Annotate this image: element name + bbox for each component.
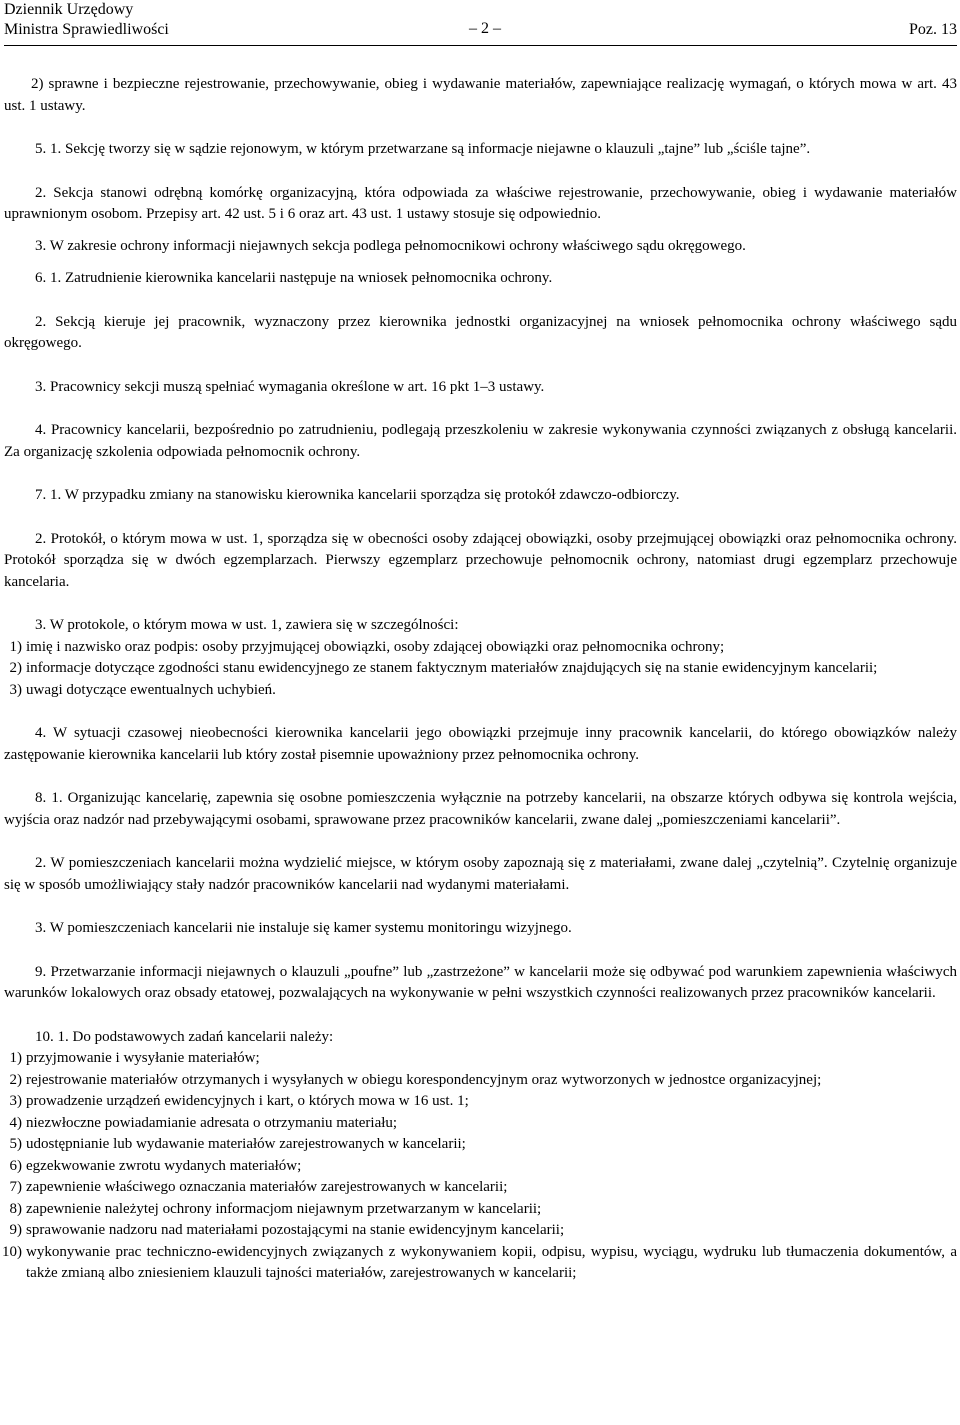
list-item bbox=[0, 1177, 957, 1199]
list-item-text: informacje dotyczące zgodności stanu ewidencyjnego ze stanem faktycznym materiałów znajdujących się na stanie ewidencyjnym kancelarii; bbox=[26, 660, 878, 676]
list-item-number: 9) bbox=[9, 1222, 22, 1238]
section-8-3: 3. W pomieszczeniach kancelarii nie instaluje się kamer systemu monitoringu wizyjnego. bbox=[35, 920, 572, 936]
section-6-1: 6. 1. Zatrudnienie kierownika kancelarii następuje na wniosek pełnomocnika ochrony. bbox=[35, 270, 553, 286]
list-item-number: 7) bbox=[9, 1179, 22, 1195]
journal-title bbox=[4, 0, 169, 40]
list-item-number: 6) bbox=[9, 1157, 22, 1174]
section-8-2: 2. W pomieszczeniach kancelarii można wydzielić miejsce, w którym osoby zapoznają się z materiałami, zwane dalej „czytelnią”. Czytelnię organizuje się w sposób umożliwiający stały nadzór pracowników kancelarii nad wydanymi materiałami. bbox=[4, 855, 957, 893]
list-item bbox=[0, 658, 957, 680]
list-item bbox=[0, 680, 957, 702]
section-10-1-list bbox=[4, 1048, 957, 1285]
list-item-text: sprawowanie nadzoru nad materiałami pozostającymi na stanie ewidencyjnym kancelarii; bbox=[26, 1222, 565, 1238]
list-item bbox=[0, 1242, 957, 1285]
list-item bbox=[0, 1220, 957, 1242]
section-5-1: 5. 1. Sekcję tworzy się w sądzie rejonowym, w którym przetwarzane są informacje niejawne o klauzuli „tajne” lub „ściśle tajne”. bbox=[35, 141, 811, 157]
list-item bbox=[0, 1113, 957, 1135]
list-item-number: 3) bbox=[9, 681, 22, 698]
list-item bbox=[0, 1091, 957, 1113]
list-item-number: 1) bbox=[9, 1050, 22, 1066]
section-9: 9. Przetwarzanie informacji niejawnych o klauzuli „poufne” lub „zastrzeżone” w kancelarii może się odbywać pod warunkiem zapewnienia właściwych warunków lokalowych oraz obsady etatowej, pozwalających na wykonywanie w pełni wszystkich czynności realizowanych przez pracowników kancelarii. bbox=[4, 963, 957, 1001]
section-5-3: 3. W zakresie ochrony informacji niejawnych sekcja podlega pełnomocnikowi ochrony właściwego sądu okręgowego. bbox=[35, 238, 746, 254]
list-item bbox=[0, 1048, 957, 1070]
list-item-text: zapewnienie należytej ochrony informacjom niejawnym przetwarzanym w kancelarii; bbox=[26, 1200, 542, 1217]
list-item-number: 10) bbox=[2, 1243, 22, 1260]
list-item-number: 3) bbox=[9, 1093, 22, 1109]
header-divider bbox=[4, 45, 957, 46]
list-item-number: 4) bbox=[9, 1114, 22, 1131]
section-6-3: 3. Pracownicy sekcji muszą spełniać wymagania określone w art. 16 pkt 1–3 ustawy. bbox=[35, 378, 545, 395]
list-item-text: zapewnienie właściwego oznaczania materiałów zarejestrowanych w kancelarii; bbox=[26, 1179, 508, 1195]
section-7-3-list bbox=[4, 637, 957, 702]
section-7-2: 2. Protokół, o którym mowa w ust. 1, sporządza się w obecności osoby zdającej obowiązki, osoby przejmującej obowiązki oraz pełnomocnika ochrony. Protokół sporządza się w dwóch egzemplarzach. Pierwszy egzemplarz przechowuje pełnomocnik ochrony, natomiast drugi egzemplarz przechowuje kancelaria. bbox=[4, 530, 957, 590]
position-number: Poz. 13 bbox=[909, 21, 957, 38]
list-item-text: egzekwowanie zwrotu wydanych materiałów; bbox=[26, 1157, 302, 1174]
section-7-4: 4. W sytuacji czasowej nieobecności kierownika kancelarii jego obowiązki przejmuje inny pracownik kancelarii, do którego obowiązków należy zastępowanie kierownika kancelarii lub który został pisemnie upoważniony przez pełnomocnika ochrony. bbox=[4, 725, 957, 763]
list-item-text: wykonywanie prac techniczno-ewidencyjnych związanych z wykonywaniem kopii, odpisu, wypisu, wyciągu, wydruku lub tłumaczenia dokumentów, a także zmianą albo zniesieniem klauzuli tajności materiałów, zarejestrowanych w kancelarii; bbox=[26, 1243, 957, 1281]
section-5-2: 2. Sekcja stanowi odrębną komórkę organizacyjną, która odpowiada za właściwe rejestrowanie, przechowywanie, obieg i wydawanie materiałów uprawnionym osobom. Przepisy art. 42 ust. 5 i 6 oraz art. 43 ust. 1 ustawy stosuje się odpowiednio. bbox=[4, 184, 957, 222]
list-item-text: rejestrowanie materiałów otrzymanych i wysyłanych w obiegu korespondencyjnym oraz wytworzonych w jednostce organizacyjnej; bbox=[26, 1071, 822, 1088]
page-number: – 2 – bbox=[469, 20, 501, 37]
list-item-text: udostępnianie lub wydawanie materiałów zarejestrowanych w kancelarii; bbox=[26, 1136, 466, 1152]
list-item-number: 1) bbox=[9, 638, 22, 655]
section-7-1: 7. 1. W przypadku zmiany na stanowisku kierownika kancelarii sporządza się protokół zdawczo-odbiorczy. bbox=[35, 487, 680, 503]
list-item bbox=[0, 637, 957, 659]
list-item bbox=[0, 1156, 957, 1178]
section-6-2: 2. Sekcją kieruje jej pracownik, wyznaczony przez kierownika jednostki organizacyjnej na wniosek pełnomocnika ochrony właściwego sądu okręgowego. bbox=[4, 313, 957, 351]
journal-name: Dziennik Urzędowy bbox=[4, 1, 134, 18]
list-item-number: 5) bbox=[9, 1136, 22, 1152]
list-item bbox=[0, 1199, 957, 1221]
list-item-text: imię i nazwisko oraz podpis: osoby przyjmującej obowiązki, osoby zdającej obowiązki oraz pełnomocnika ochrony; bbox=[26, 638, 725, 655]
page-header bbox=[4, 0, 957, 48]
list-item-text: przyjmowanie i wysyłanie materiałów; bbox=[26, 1050, 260, 1066]
section-10-1: 10. 1. Do podstawowych zadań kancelarii należy: bbox=[35, 1028, 334, 1045]
document-body bbox=[4, 74, 957, 1285]
ministry-name: Ministra Sprawiedliwości bbox=[4, 21, 169, 38]
list-item bbox=[0, 1134, 957, 1156]
list-item-number: 2) bbox=[9, 1071, 22, 1088]
paragraph-point-2: 2) sprawne i bezpieczne rejestrowanie, przechowywanie, obieg i wydawanie materiałów, zapewniające realizację wymagań, o których mowa w art. 43 ust. 1 ustawy. bbox=[4, 76, 957, 114]
document-page bbox=[4, 0, 957, 1285]
list-item bbox=[0, 1070, 957, 1092]
list-item-text: uwagi dotyczące ewentualnych uchybień. bbox=[26, 681, 276, 698]
section-6-4: 4. Pracownicy kancelarii, bezpośrednio po zatrudnieniu, podlegają przeszkoleniu w zakresie wykonywania czynności związanych z obsługą kancelarii. Za organizację szkolenia odpowiada pełnomocnik ochrony. bbox=[4, 422, 957, 460]
list-item-text: niezwłoczne powiadamianie adresata o otrzymaniu materiału; bbox=[26, 1114, 398, 1131]
list-item-number: 8) bbox=[9, 1200, 22, 1217]
list-item-number: 2) bbox=[9, 660, 22, 676]
section-7-3: 3. W protokole, o którym mowa w ust. 1, zawiera się w szczególności: bbox=[35, 617, 459, 633]
section-8-1: 8. 1. Organizując kancelarię, zapewnia się osobne pomieszczenia wyłącznie na potrzeby kancelarii, na obszarze których odbywa się kontrola wejścia, wyjścia oraz nadzór nad przebywającymi osobami, sprawowane przez pracowników kancelarii, zwane dalej „pomieszczeniami kancelarii”. bbox=[4, 790, 957, 828]
list-item-text: prowadzenie urządzeń ewidencyjnych i kart, o których mowa w 16 ust. 1; bbox=[26, 1093, 469, 1109]
